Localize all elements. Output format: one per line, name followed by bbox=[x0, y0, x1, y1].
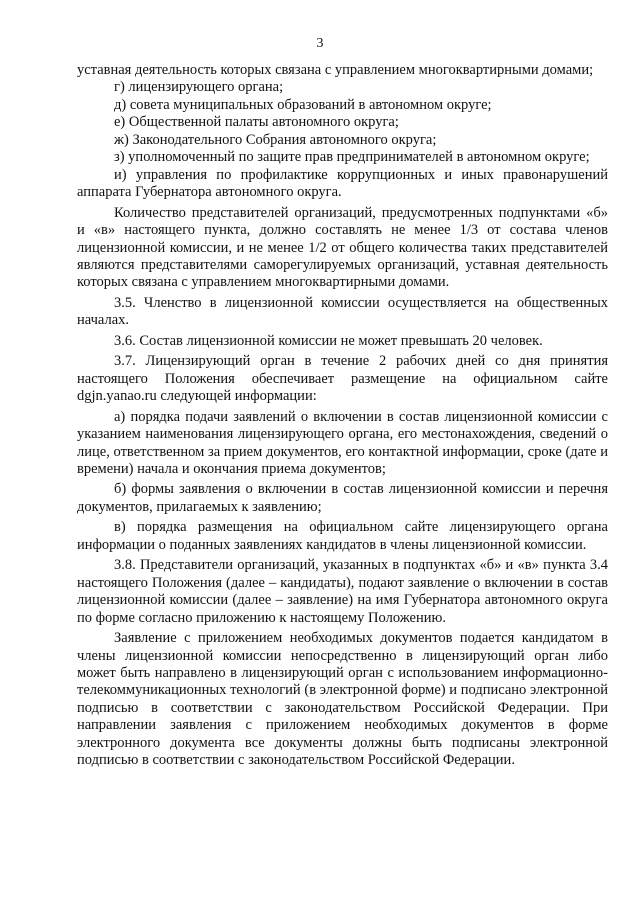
document-body bbox=[77, 62, 608, 770]
paragraph-continuation: уставная деятельность которых связана с управлением многоквартирными домами; bbox=[77, 62, 594, 78]
list-item-zh: ж) Законодательного Собрания автономного округа; bbox=[114, 131, 437, 148]
paragraph-application-submission: Заявление с приложением необходимых документов подается кандидатом в члены лицензионной комиссии непосредственно в лицензирующий орган либо может быть направлено в лицензирующий орган с использованием информационно-телекоммуникационных технологий (в электронной форме) и подписано электронной подписью в соответствии с законодательством Российской Федерации. При направлении заявления с приложением необходимых документов в форме электронного документа все документы должны быть подписаны электронной подписью в соответствии с законодательством Российской Федерации. bbox=[77, 630, 608, 769]
paragraph-3-8: 3.8. Представители организаций, указанных в подпунктах «б» и «в» пункта 3.4 настоящего Положения (далее – кандидаты), подают заявление о включении в состав лицензионной комиссии (далее – заявление) на имя Губернатора автономного округа по форме согласно приложению к настоящему Положению. bbox=[77, 557, 608, 626]
paragraph-representatives-count: Количество представителей организаций, предусмотренных подпунктами «б» и «в» настоящего пункта, должно составлять не менее 1/3 от состава членов лицензионной комиссии, и не менее 1/2 от общего количества таких представителей являются представителями саморегулируемых организаций, уставная деятельность которых связана с управлением многоквартирными домами. bbox=[77, 204, 608, 291]
list-item-v: в) порядка размещения на официальном сайте лицензирующего органа информации о поданных заявлениях кандидатов в члены лицензионной комиссии. bbox=[77, 519, 608, 553]
paragraph-3-5: 3.5. Членство в лицензионной комиссии осуществляется на общественных началах. bbox=[77, 294, 608, 329]
list-item-d: д) совета муниципальных образований в автономном округе; bbox=[114, 96, 492, 113]
list-item-a: а) порядка подачи заявлений о включении в состав лицензионной комиссии с указанием наименования лицензирующего органа, его местонахождения, сведений о лице, ответственном за прием документов, его контактной информации, сроке (дате и времени) начала и окончания приема документов; bbox=[77, 408, 608, 477]
list-item-z: з) уполномоченный по защите прав предпринимателей в автономном округе; bbox=[114, 149, 590, 166]
paragraph-3-7: 3.7. Лицензирующий орган в течение 2 рабочих дней со дня принятия настоящего Положения обеспечивает размещение на официальном сайте dgjn.yanao.ru следующей информации: bbox=[77, 353, 608, 405]
list-item-g: г) лицензирующего органа; bbox=[114, 79, 284, 96]
list-item-i: и) управления по профилактике коррупционных и иных правонарушений аппарата Губернатора автономного округа. bbox=[77, 166, 608, 201]
paragraph-3-6: 3.6. Состав лицензионной комиссии не может превышать 20 человек. bbox=[114, 332, 543, 349]
list-item-b: б) формы заявления о включении в состав лицензионной комиссии и перечня документов, прилагаемых к заявлению; bbox=[77, 481, 608, 515]
list-item-e: е) Общественной палаты автономного округа; bbox=[114, 114, 399, 131]
page-number: 3 bbox=[316, 36, 324, 51]
